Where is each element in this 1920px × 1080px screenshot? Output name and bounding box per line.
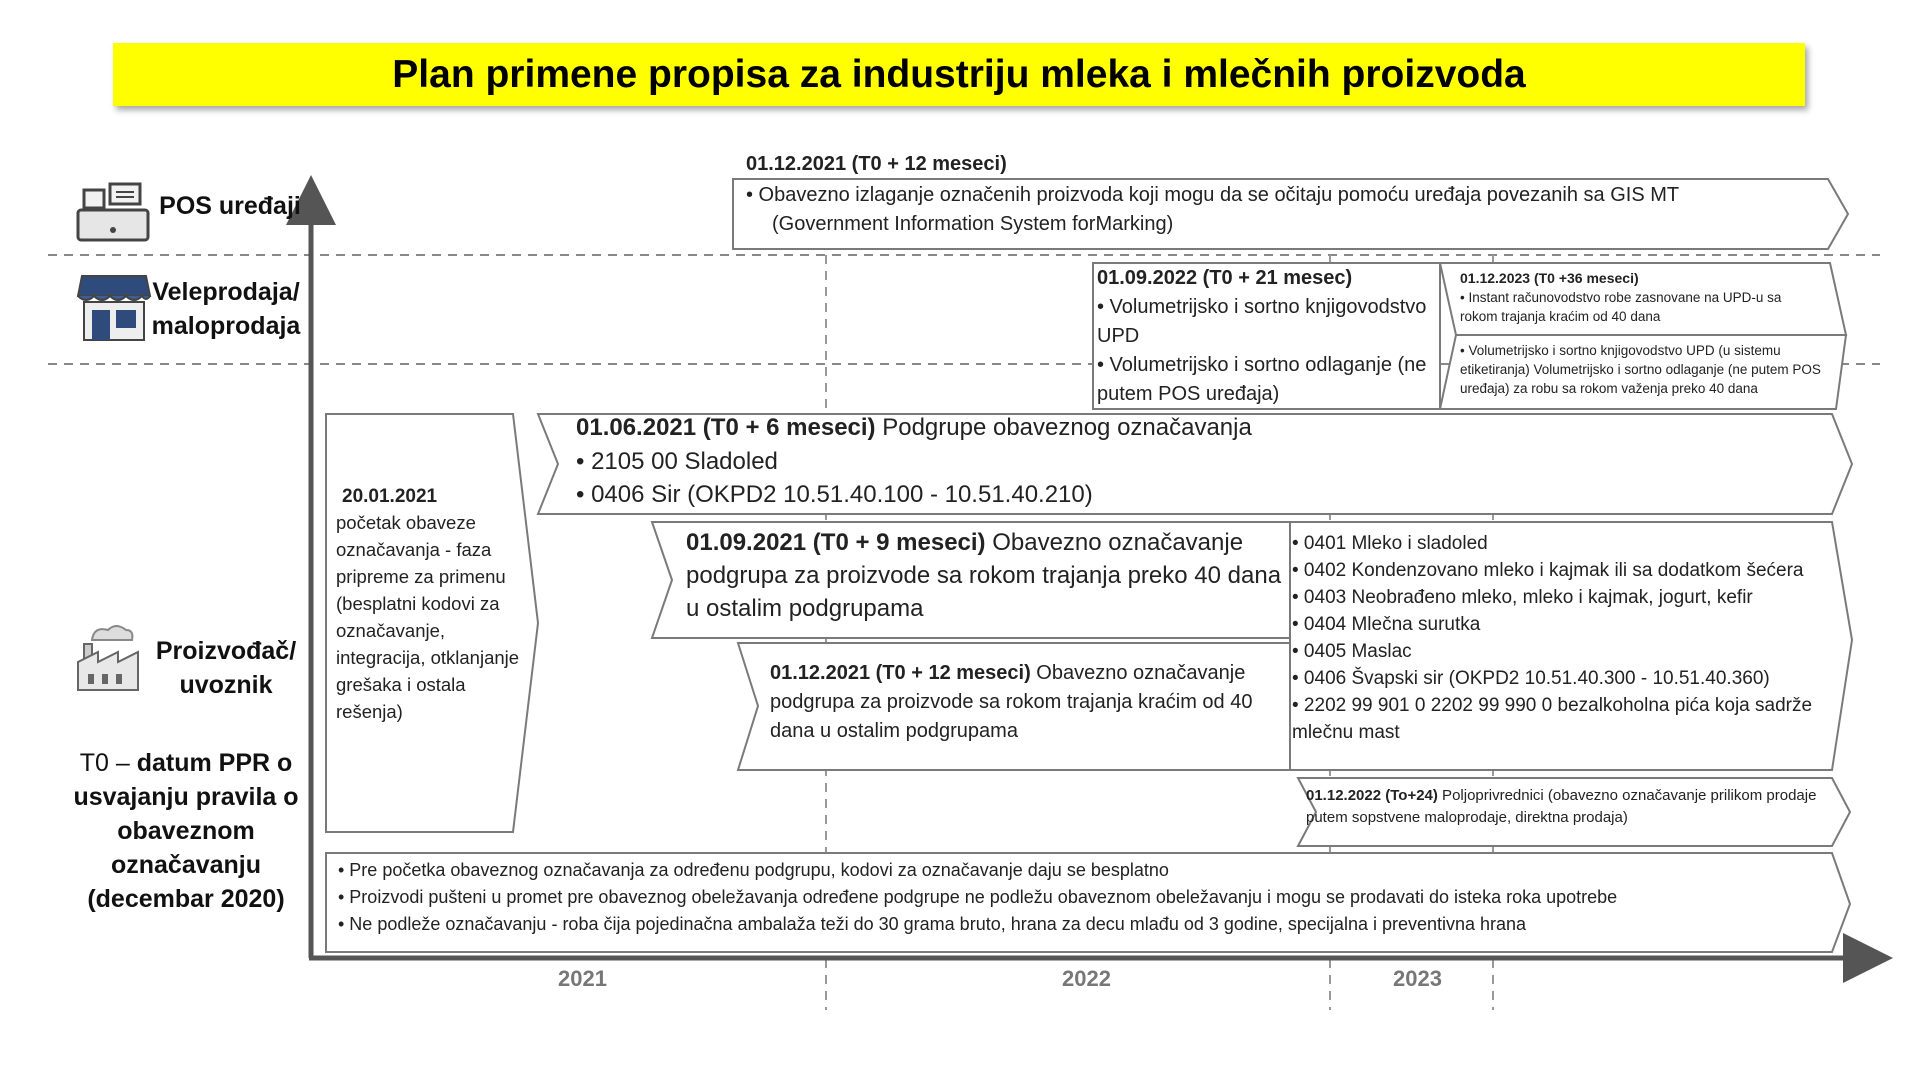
start-date: 20.01.2021 xyxy=(342,486,438,507)
dec2021-body: Obavezno označavanje podgrupa za proizvode sa rokom trajanja kraćim od 40 dana u ostalim podgrupama xyxy=(770,662,1253,742)
dec2021-date: 01.12.2021 (T0 + 12 meseci) xyxy=(770,662,1031,684)
year-label-2023: 2023 xyxy=(1393,966,1442,991)
groups-list xyxy=(1292,530,1847,746)
groups-item: • 2202 99 901 0 2202 99 990 0 bezalkoholna pića koja sadrže mlečnu mast xyxy=(1292,695,1813,743)
groups-item: • 0404 Mlečna surutka xyxy=(1292,614,1481,635)
page-title: Plan primene propisa za industriju mleka i mlečnih proizvoda xyxy=(113,43,1805,106)
wholesale-2023-date: 01.12.2023 (T0 +36 meseci) xyxy=(1460,270,1639,286)
groups-item: • 0406 Švapski sir (OKPD2 10.51.40.300 - 10.51.40.360) xyxy=(1292,668,1770,689)
jun2021-heading-text: Podgrupe obaveznog označavanja xyxy=(875,414,1252,441)
row-label-producer xyxy=(146,634,306,702)
row-label-producer-line2: uvoznik xyxy=(179,671,273,699)
pos-line1: • Obavezno izlaganje označenih proizvoda koji mogu da se očitaju pomoću uređaja povezanih sa GIS MT xyxy=(746,184,1680,206)
dec2022-date: 01.12.2022 (To+24) xyxy=(1306,787,1438,804)
wholesale-2023-item2: • Volumetrijsko i sortno knjigovodstvo UPD (u sistemu etiketiranja) Volumetrijsko i sortno odlaganje (ne putem POS uređaja) za robu sa rokom važenja preko 40 dana xyxy=(1460,343,1821,396)
start-text: početak obaveze označavanja - faza pripreme za primenu (besplatni kodovi za označavanje, integracija, otklanjanje grešaka i ostala rešenja) xyxy=(336,512,520,722)
row-label-wholesale-line2: maloprodaja xyxy=(151,312,301,340)
store-icon xyxy=(76,272,152,344)
year-label-2021: 2021 xyxy=(558,966,607,991)
wholesale-2022-date: 01.09.2022 (T0 + 21 mesec) xyxy=(1097,267,1353,289)
groups-item: • 0403 Neobrađeno mleko, mleko i kajmak, jogurt, kefir xyxy=(1292,587,1753,608)
row-label-pos: POS uređaji xyxy=(159,192,301,220)
wholesale-2023-item1: • Instant računovodstvo robe zasnovane na UPD-u sa rokom trajanja kraćim od 40 dana xyxy=(1460,290,1782,324)
notes-item: • Proizvodi pušteni u promet pre obaveznog obeležavanja određene podgrupe ne podležu obaveznom obeležavanju i mogu se prodavati do isteka roka upotrebe xyxy=(338,887,1618,907)
groups-item: • 0405 Maslac xyxy=(1292,641,1412,662)
pos-line2: (Government Information System forMarking) xyxy=(772,213,1174,235)
jun2021-heading xyxy=(576,412,1252,443)
wholesale-2022-item: • Volumetrijsko i sortno odlaganje (ne putem POS uređaja) xyxy=(1097,354,1427,405)
sep2021-text xyxy=(686,526,1282,625)
groups-item: • 0402 Kondenzovano mleko i kajmak ili sa dodatkom šećera xyxy=(1292,560,1804,581)
dec2022-body: Poljoprivrednici (obavezno označavanje prilikom prodaje putem sopstvene maloprodaje, direktna prodaja) xyxy=(1306,787,1817,826)
dec2021-text xyxy=(770,659,1275,746)
year-label-2022: 2022 xyxy=(1062,966,1111,991)
groups-item: • 0401 Mleko i sladoled xyxy=(1292,533,1488,554)
dec2022-text xyxy=(1306,785,1836,829)
t0-note xyxy=(68,746,304,916)
notes-item: • Ne podleže označavanju - roba čija pojedinačna ambalaža teži do 30 grama bruto, hrana za decu mlađu od 3 godine, specijalna i preventivna hrana xyxy=(338,914,1527,934)
pos-terminal-icon xyxy=(70,180,156,246)
row-label-wholesale xyxy=(146,275,306,343)
jun2021-item: • 2105 00 Sladoled xyxy=(576,448,778,475)
jun2021-date: 01.06.2021 (T0 + 6 meseci) xyxy=(576,414,876,441)
row-label-wholesale-line1: Veleprodaja/ xyxy=(152,278,300,306)
pos-date: 01.12.2021 (T0 + 12 meseci) xyxy=(746,153,1007,175)
sep2021-date: 01.09.2021 (T0 + 9 meseci) xyxy=(686,529,986,556)
t0-note-text: datum PPR o usvajanju pravila o obaveznom označavanju (decembar 2020) xyxy=(73,749,299,913)
t0-note-prefix: T0 – xyxy=(79,749,137,777)
sep2021-body: Obavezno označavanje podgrupa za proizvode sa rokom trajanja preko 40 dana u ostalim podgrupama xyxy=(686,529,1282,622)
factory-icon xyxy=(74,622,154,694)
row-label-producer-line1: Proizvođač/ xyxy=(155,637,297,665)
jun2021-item: • 0406 Sir (OKPD2 10.51.40.100 - 10.51.40.210) xyxy=(576,481,1093,508)
notes-item: • Pre početka obaveznog označavanja za određenu podgrupu, kodovi za označavanje daju se besplatno xyxy=(338,860,1169,880)
wholesale-2022-item: • Volumetrijsko i sortno knjigovodstvo UPD xyxy=(1097,296,1427,347)
notes-list xyxy=(338,857,1838,938)
